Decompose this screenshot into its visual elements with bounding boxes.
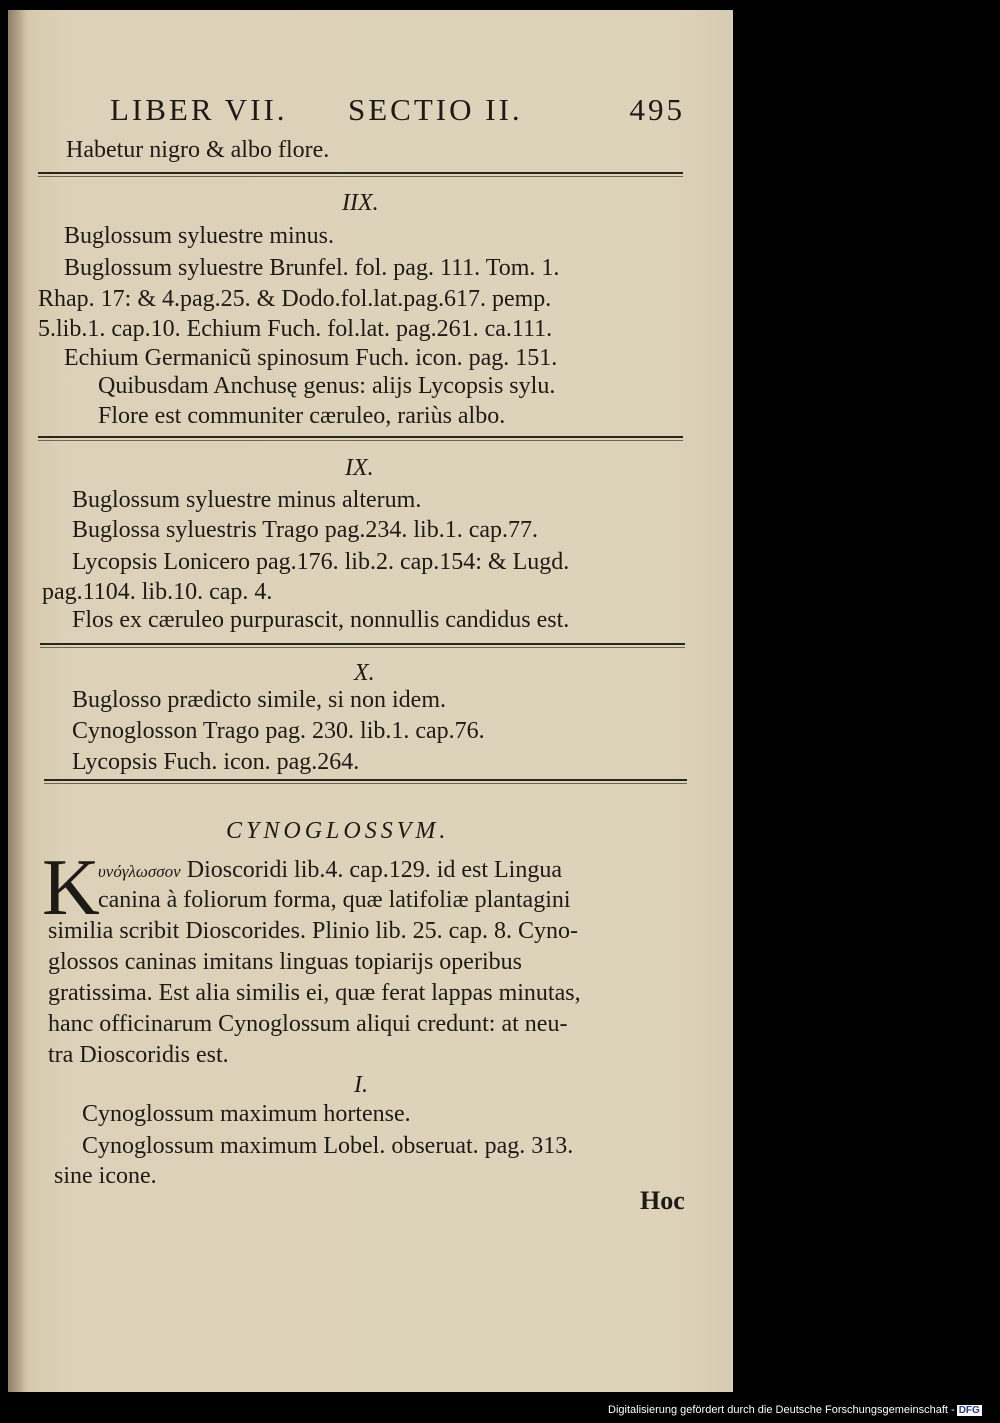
text-line: canina à foliorum forma, quæ latifoliæ plantagini (98, 887, 571, 913)
section-numeral: X. (354, 660, 375, 686)
text-line: Rhap. 17: & 4.pag.25. & Dodo.fol.lat.pag.617. pemp. (38, 286, 552, 312)
section-rule (40, 643, 685, 645)
section-numeral: IIX. (342, 190, 379, 216)
catchword: Hoc (640, 1186, 685, 1215)
running-head-book: LIBER VII. (110, 92, 288, 127)
text-line: Quibusdam Anchusę genus: alijs Lycopsis sylu. (98, 373, 556, 399)
running-head (110, 92, 685, 132)
text-line: pag.1104. lib.10. cap. 4. (42, 579, 273, 605)
text-line: Flos ex cæruleo purpurascit, nonnullis candidus est. (72, 607, 570, 633)
text-line: gratissima. Est alia similis ei, quæ ferat lappas minutas, (48, 980, 581, 1006)
text-line: 5.lib.1. cap.10. Echium Fuch. fol.lat. pag.261. ca.111. (38, 316, 553, 342)
section-rule (44, 779, 687, 781)
dfg-logo: DFG (958, 1405, 980, 1416)
text-line: Buglosso prædicto simile, si non idem. (72, 687, 447, 713)
greek-word: υνόγλωσσον (98, 862, 181, 881)
text-line: Lycopsis Fuch. icon. pag.264. (72, 749, 360, 775)
text-line: hanc officinarum Cynoglossum aliqui credunt: at neu- (48, 1011, 568, 1037)
text-line: Lycopsis Lonicero pag.176. lib.2. cap.154: & Lugd. (72, 549, 570, 575)
text-line (98, 856, 562, 886)
text-line: Buglossum syluestre Brunfel. fol. pag. 111. Tom. 1. (64, 255, 560, 281)
section-rule (38, 436, 683, 438)
section-heading: CYNOGLOSSVM. (226, 818, 450, 844)
text-line: Cynoglossum maximum hortense. (82, 1101, 411, 1127)
text-line: Buglossa syluestris Trago pag.234. lib.1. cap.77. (72, 517, 538, 543)
text-line: tra Dioscoridis est. (48, 1042, 229, 1068)
text-line: sine icone. (54, 1163, 157, 1189)
page-number: 495 (629, 92, 685, 127)
top-line: Habetur nigro & albo flore. (66, 137, 330, 163)
footer-text: Digitalisierung gefördert durch die Deutsche Forschungsgemeinschaft - (608, 1404, 955, 1416)
text-span: Dioscoridi lib.4. cap.129. id est Lingua (186, 857, 563, 883)
section-numeral: I. (354, 1072, 368, 1098)
spine-shadow (8, 10, 26, 1392)
section-rule (38, 172, 683, 174)
text-line: similia scribit Dioscorides. Plinio lib. 25. cap. 8. Cyno- (48, 918, 578, 944)
footer-credit (608, 1404, 982, 1416)
text-line: Buglossum syluestre minus alterum. (72, 487, 422, 513)
section-numeral: IX. (345, 455, 374, 481)
text-line: Cynoglossum maximum Lobel. obseruat. pag. 313. (82, 1133, 574, 1159)
text-line: Echium Germanicũ spinosum Fuch. icon. pag. 151. (64, 345, 558, 371)
drop-capital: K (42, 844, 100, 932)
text-line: Flore est communiter cæruleo, rariùs albo. (98, 403, 506, 429)
text-line: Buglossum syluestre minus. (64, 223, 335, 249)
text-line: Cynoglosson Trago pag. 230. lib.1. cap.76. (72, 718, 485, 744)
running-head-section: SECTIO II. (348, 92, 523, 127)
text-line: glossos caninas imitans linguas topiarijs operibus (48, 949, 522, 975)
